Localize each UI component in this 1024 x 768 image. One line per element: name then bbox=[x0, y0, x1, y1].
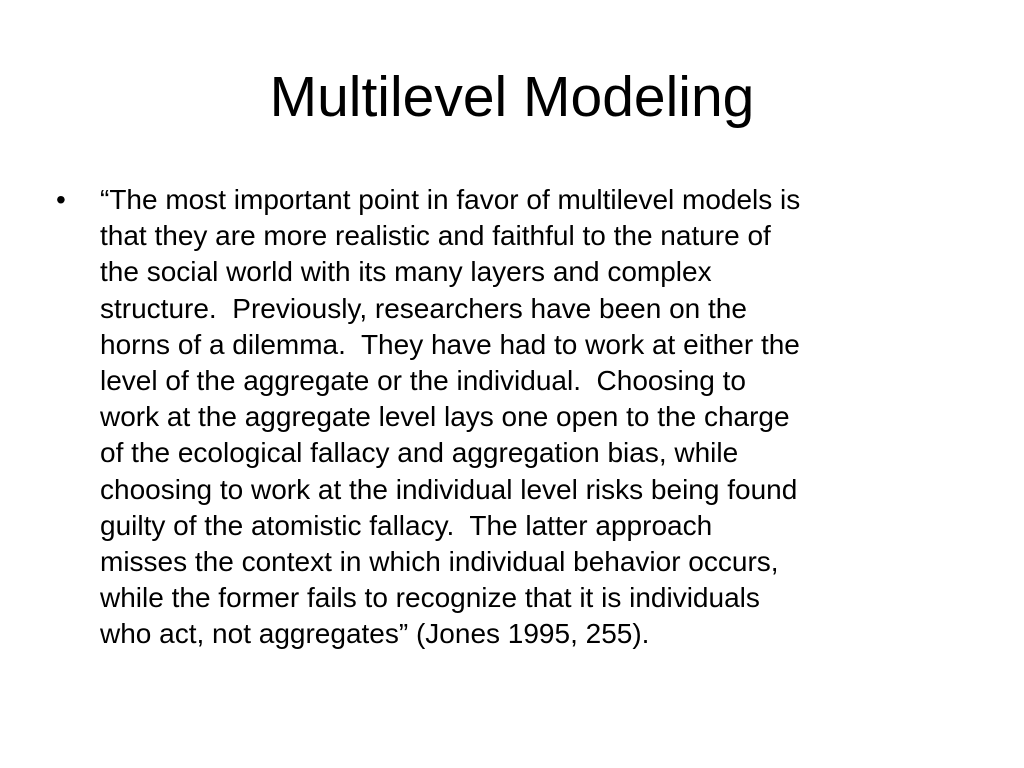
bullet-item-quote bbox=[56, 182, 976, 653]
quote-line: work at the aggregate level lays one open to the charge bbox=[100, 401, 790, 433]
quote-line: misses the context in which individual behavior occurs, bbox=[100, 546, 779, 578]
quote-line: the social world with its many layers and complex bbox=[100, 256, 712, 288]
quote-line: guilty of the atomistic fallacy. The latter approach bbox=[100, 509, 713, 541]
quote-line: of the ecological fallacy and aggregation bias, while bbox=[100, 437, 739, 469]
quote-line: while the former fails to recognize that it is individuals bbox=[100, 582, 760, 614]
bullet-icon: • bbox=[56, 184, 66, 215]
quote-line: that they are more realistic and faithful to the nature of bbox=[100, 220, 771, 252]
quote-text bbox=[100, 182, 976, 653]
quote-line: structure. Previously, researchers have been on the bbox=[100, 292, 747, 324]
bullet-list bbox=[56, 182, 976, 653]
quote-line: choosing to work at the individual level risks being found bbox=[100, 473, 798, 505]
quote-line: “The most important point in favor of multilevel models is bbox=[100, 184, 801, 215]
slide-title: Multilevel Modeling bbox=[269, 65, 755, 129]
quote-line: who act, not aggregates” (Jones 1995, 255). bbox=[100, 618, 650, 650]
quote-line: level of the aggregate or the individual. Choosing to bbox=[100, 365, 746, 397]
quote-line: horns of a dilemma. They have had to work at either the bbox=[100, 328, 800, 360]
